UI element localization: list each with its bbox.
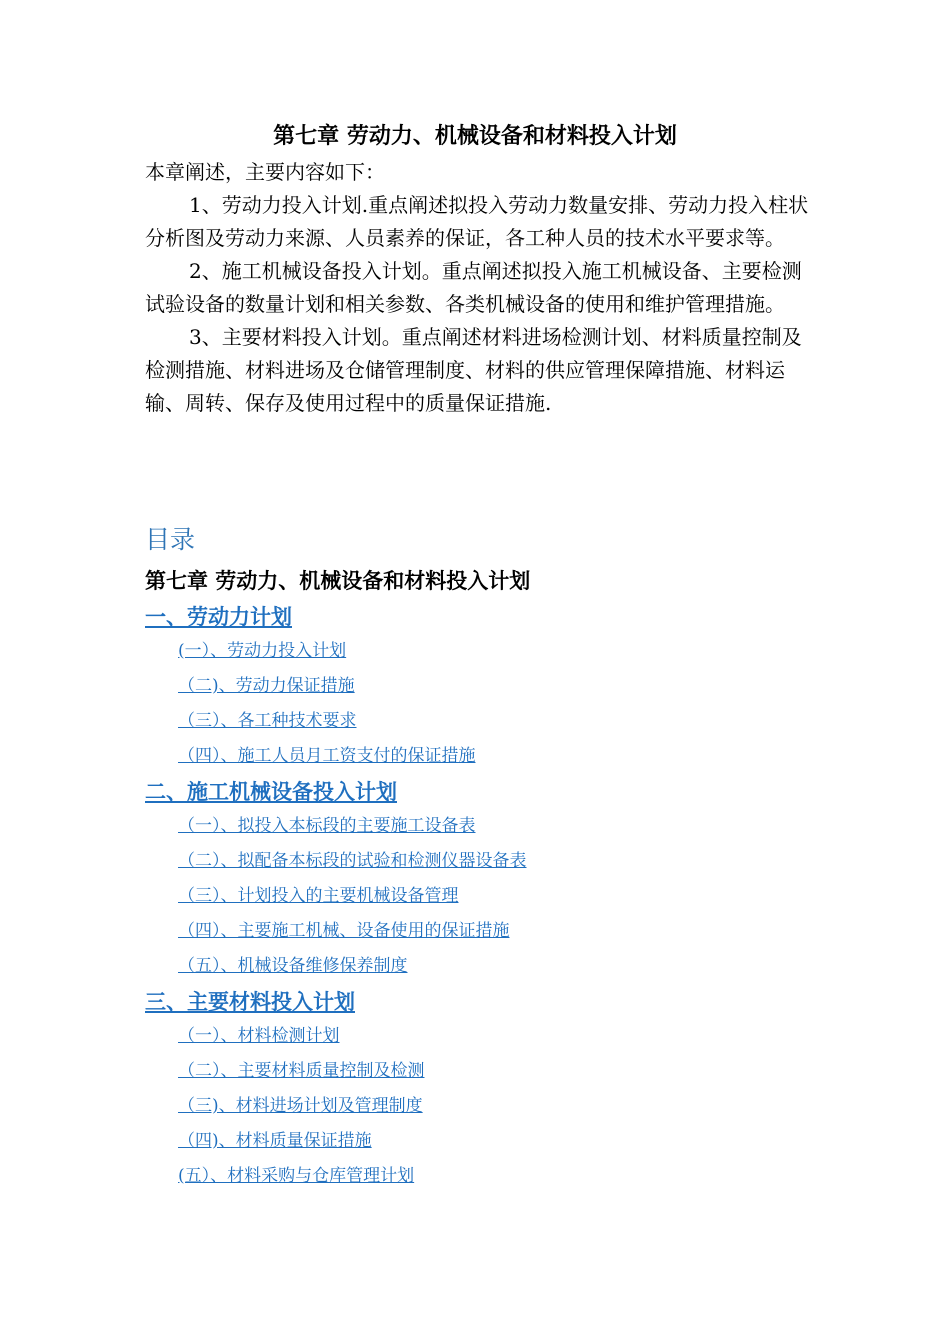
toc-subsection-link[interactable]: （三)、材料进场计划及管理制度 xyxy=(178,1096,423,1116)
toc-heading: 目录 xyxy=(145,525,196,554)
intro-item: 1、劳动力投入计划.重点阐述拟投入劳动力数量安排、劳动力投入柱状分析图及劳动力来源、人员素养的保证，各工种人员的技术水平要求等。 xyxy=(145,193,809,250)
toc-chapter: 第七章 劳动力、机械设备和材料投入计划 xyxy=(145,568,531,593)
toc-subsection-link[interactable]: （四）、施工人员月工资支付的保证措施 xyxy=(178,746,476,766)
toc-subsection-link[interactable]: （二）、主要材料质量控制及检测 xyxy=(178,1061,425,1081)
table-of-contents xyxy=(145,563,845,1194)
intro-lead: 本章阐述，主要内容如下： xyxy=(145,160,385,184)
toc-subsection-link[interactable]: （二）、拟配备本标段的试验和检测仪器设备表 xyxy=(178,851,527,871)
toc-section-link[interactable]: 一、劳动力计划 xyxy=(145,604,292,629)
toc-subsection-link[interactable]: （二)、劳动力保证措施 xyxy=(178,676,355,696)
toc-subsection-link[interactable]: (五）、材料采购与仓库管理计划 xyxy=(178,1166,415,1186)
toc-subsection-link[interactable]: （一）、拟投入本标段的主要施工设备表 xyxy=(178,816,476,836)
toc-subsection-link[interactable]: (一）、劳动力投入计划 xyxy=(178,641,347,661)
toc-subsection-link[interactable]: （三）、计划投入的主要机械设备管理 xyxy=(178,886,459,906)
toc-section-link[interactable]: 三、主要材料投入计划 xyxy=(145,989,355,1014)
toc-subsection-link[interactable]: （三）、各工种技术要求 xyxy=(178,711,357,731)
intro-item: 2、施工机械设备投入计划。重点阐述拟投入施工机械设备、主要检测试验设备的数量计划和相关参数、各类机械设备的使用和维护管理措施。 xyxy=(145,259,802,316)
intro-item: 3、主要材料投入计划。重点阐述材料进场检测计划、材料质量控制及检测措施、材料进场及仓储管理制度、材料的供应管理保障措施、材料运输、周转、保存及使用过程中的质量保证措施. xyxy=(145,325,802,415)
intro-section xyxy=(145,156,815,420)
toc-section-link[interactable]: 二、施工机械设备投入计划 xyxy=(145,779,397,804)
toc-subsection-link[interactable]: （五）、机械设备维修保养制度 xyxy=(178,956,408,976)
toc-subsection-link[interactable]: （四)、材料质量保证措施 xyxy=(178,1131,372,1151)
toc-subsection-link[interactable]: （一）、材料检测计划 xyxy=(178,1026,340,1046)
chapter-title: 第七章 劳动力、机械设备和材料投入计划 xyxy=(273,123,677,149)
toc-subsection-link[interactable]: （四）、主要施工机械、设备使用的保证措施 xyxy=(178,921,510,941)
